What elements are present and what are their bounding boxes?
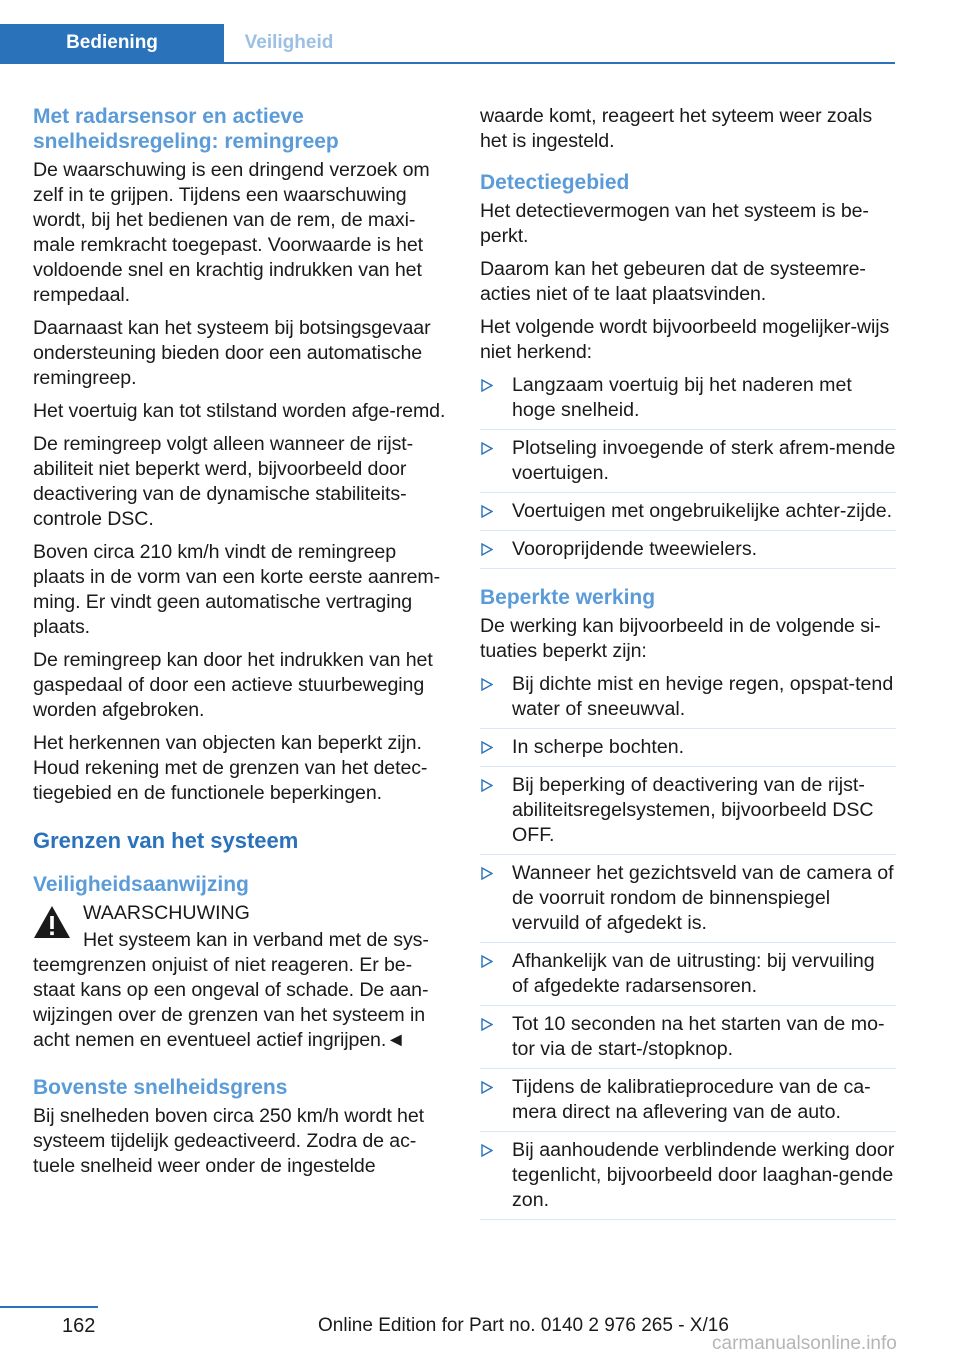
paragraph: De werking kan bijvoorbeeld in de volgende si‐tuaties beperkt zijn: (480, 615, 881, 662)
list-item (480, 1012, 896, 1069)
paragraph: Het volgende wordt bijvoorbeeld mogelijker‐wijs niet herkend: (480, 316, 890, 363)
list-item-text: In scherpe bochten. (512, 736, 685, 758)
beperkte-list (480, 672, 896, 1220)
paragraph: De waarschuwing is een dringend verzoek om zelf in te grijpen. Tijdens een waarschuwing wordt, bij het bedienen van de rem, de maxi‐male remkracht toegepast. Voorwaarde is het voldoende snel en krachtig indrukken van het rempedaal. (33, 159, 430, 306)
heading-grenzen: Grenzen van het systeem (33, 828, 299, 853)
paragraph: Daarom kan het gebeuren dat de systeemre‐acties niet of te laat plaatsvinden. (480, 258, 866, 305)
watermark: carmanualsonline.info (712, 1333, 897, 1354)
chapter-tab-bar (0, 24, 895, 64)
list-item-text: Tijdens de kalibratieprocedure van de ca‐mera direct na aflevering van de auto. (512, 1076, 871, 1123)
tab-veiligheid[interactable]: Veiligheid (224, 24, 354, 62)
list-item (480, 735, 896, 767)
warning-triangle-icon (33, 905, 71, 939)
paragraph: Het detectievermogen van het systeem is be‐perkt. (480, 200, 869, 247)
bullet-arrow-icon (481, 779, 493, 792)
heading-bovenste-snelheidsgrens: Bovenste snelheidsgrens (33, 1076, 288, 1099)
bullet-arrow-icon (481, 505, 493, 518)
bullet-arrow-icon (481, 955, 493, 968)
bullet-arrow-icon (481, 1018, 493, 1031)
bullet-arrow-icon (481, 1081, 493, 1094)
page-number: 162 (62, 1315, 96, 1337)
bullet-arrow-icon (481, 867, 493, 880)
list-item-text: Bij beperking of deactivering van de rijst‐abiliteitsregelsystemen, bijvoorbeeld DSC OFF. (512, 774, 874, 846)
paragraph: Het herkennen van objecten kan beperkt zijn. Houd rekening met de grenzen van het detec‐tiegebied en de functionele beperkingen. (33, 732, 428, 804)
heading-veiligheidsaanwijzing: Veiligheidsaanwijzing (33, 873, 249, 896)
left-column (33, 100, 447, 1187)
bullet-arrow-icon (481, 678, 493, 691)
paragraph: De remingreep kan door het indrukken van het gaspedaal of door een actieve stuurbeweging worden afgebroken. (33, 649, 433, 721)
list-item (480, 1075, 896, 1132)
list-item (480, 1138, 896, 1220)
list-item-text: Plotseling invoegende of sterk afrem‐mende voertuigen. (512, 437, 896, 484)
paragraph: Boven circa 210 km/h vindt de remingreep plaats in de vorm van een korte eerste aanrem‐ming. Er vindt geen automatische vertraging plaats. (33, 541, 441, 638)
bullet-arrow-icon (481, 379, 493, 392)
list-item-text: Voertuigen met ongebruikelijke achter‐zijde. (512, 500, 893, 522)
warning-title: WAARSCHUWING (83, 902, 250, 924)
list-item-text: Bij dichte mist en hevige regen, opspat‐tend water of sneeuwval. (512, 673, 894, 720)
footer-rule (0, 1306, 98, 1308)
heading-radar-remingreep: Met radarsensor en actieve snelheidsregeling: remingreep (33, 105, 339, 153)
list-item (480, 373, 896, 430)
heading-detectiegebied: Detectiegebied (480, 171, 630, 194)
paragraph: De remingreep volgt alleen wanneer de rijst‐abiliteit niet beperkt werd, bijvoorbeeld door deactivering van de dynamische stabiliteits‐controle DSC. (33, 433, 414, 530)
list-item-text: Vooroprijdende tweewielers. (512, 538, 758, 560)
list-item-text: Wanneer het gezichtsveld van de camera of de voorruit rondom de binnenspiegel vervuild of afgedekt is. (512, 862, 894, 934)
paragraph: Het voertuig kan tot stilstand worden afge‐remd. (33, 400, 446, 422)
list-item (480, 861, 896, 943)
list-item-text: Bij aanhoudende verblindende werking door tegenlicht, bijvoorbeeld door laaghan‐gende zon. (512, 1139, 895, 1211)
list-item-text: Langzaam voertuig bij het naderen met hoge snelheid. (512, 374, 852, 421)
list-item (480, 537, 896, 569)
list-item-text: Afhankelijk van de uitrusting: bij vervuiling of afgedekte radarsensoren. (512, 950, 875, 997)
bullet-arrow-icon (481, 543, 493, 556)
bullet-arrow-icon (481, 1144, 493, 1157)
bullet-arrow-icon (481, 442, 493, 455)
list-item (480, 436, 896, 493)
list-item (480, 672, 896, 729)
paragraph-continued: waarde komt, reageert het syteem weer zoals het is ingesteld. (480, 105, 873, 152)
bullet-arrow-icon (481, 741, 493, 754)
edition-text: Online Edition for Part no. 0140 2 976 265 - X/16 (318, 1315, 729, 1336)
heading-beperkte-werking: Beperkte werking (480, 586, 656, 609)
paragraph: Bij snelheden boven circa 250 km/h wordt het systeem tijdelijk gedeactiveerd. Zodra de ac‐tuele snelheid weer onder de ingestelde (33, 1105, 424, 1177)
tab-bediening[interactable]: Bediening (0, 24, 224, 62)
list-item (480, 949, 896, 1006)
warning-block (33, 901, 447, 926)
right-column (480, 100, 896, 1230)
paragraph: Daarnaast kan het systeem bij botsingsgevaar ondersteuning bieden door een automatische remingreep. (33, 317, 431, 389)
list-item (480, 773, 896, 855)
list-item-text: Tot 10 seconden na het starten van de mo‐tor via de start-/stopknop. (512, 1013, 885, 1060)
warning-text: Het systeem kan in verband met de sys‐teemgrenzen onjuist of niet reageren. Er be‐staat kans op een ongeval of schade. De aan‐wijzingen over de grenzen van het systeem in acht nemen en eventueel actief ingrijpen.◄ (33, 929, 429, 1051)
list-item (480, 499, 896, 531)
detectie-list (480, 373, 896, 569)
